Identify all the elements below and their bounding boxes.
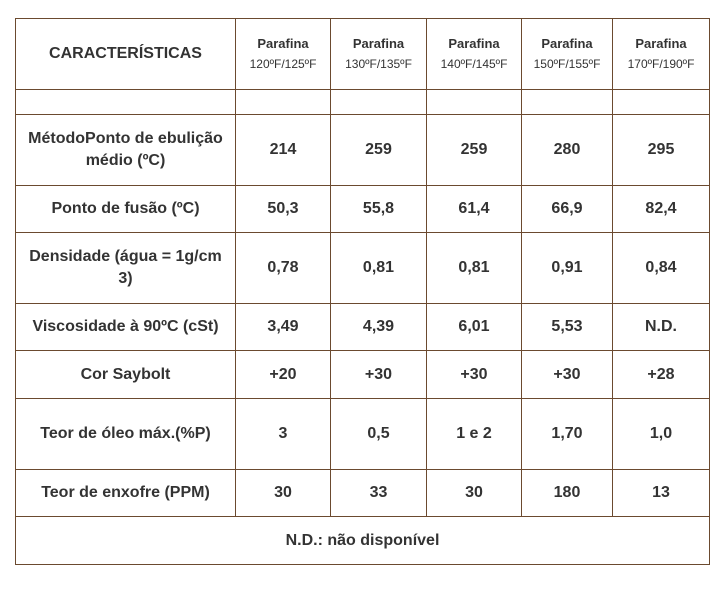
table-cell: 5,53: [522, 304, 613, 351]
table-cell: 214: [236, 115, 331, 186]
table-cell: 3: [236, 399, 331, 470]
table-cell: 6,01: [427, 304, 522, 351]
table-cell: 180: [522, 470, 613, 517]
column-header-name: Parafina: [448, 36, 500, 51]
table-cell: 66,9: [522, 186, 613, 233]
table-row: [16, 399, 710, 470]
column-header-paraffin-150: [522, 19, 613, 90]
blank-row: [16, 90, 710, 115]
table-cell: N.D.: [613, 304, 710, 351]
table-row: [16, 351, 710, 399]
column-header-paraffin-130: [331, 19, 427, 90]
empty-cell: [613, 90, 710, 115]
table-row: [16, 233, 710, 304]
table-row: [16, 470, 710, 517]
table-row: [16, 304, 710, 351]
table-cell: 30: [427, 470, 522, 517]
table-cell: 33: [331, 470, 427, 517]
row-label-saybolt-color: Cor Saybolt: [16, 351, 236, 399]
table-cell: 295: [613, 115, 710, 186]
empty-cell: [236, 90, 331, 115]
column-header-name: Parafina: [635, 36, 687, 51]
table-cell: +30: [427, 351, 522, 399]
table-cell: 0,81: [427, 233, 522, 304]
column-header-name: Parafina: [257, 36, 309, 51]
table-cell: +30: [522, 351, 613, 399]
column-header-paraffin-120: [236, 19, 331, 90]
column-header-range: 130ºF/135ºF: [345, 57, 412, 71]
table-cell: 0,84: [613, 233, 710, 304]
characteristics-header: CARACTERÍSTICAS: [16, 19, 236, 90]
table-row: [16, 115, 710, 186]
table-cell: +30: [331, 351, 427, 399]
specifications-table: [15, 18, 710, 565]
empty-cell: [331, 90, 427, 115]
table-cell: 1,70: [522, 399, 613, 470]
empty-cell: [427, 90, 522, 115]
table-cell: 13: [613, 470, 710, 517]
row-label-oil-content: Teor de óleo máx.(%P): [16, 399, 236, 470]
column-header-range: 120ºF/125ºF: [249, 57, 317, 71]
table-cell: 61,4: [427, 186, 522, 233]
table-cell: 1,0: [613, 399, 710, 470]
column-header-paraffin-140: [427, 19, 522, 90]
table-cell: +20: [236, 351, 331, 399]
footnote-row: [16, 517, 710, 565]
table-cell: 0,5: [331, 399, 427, 470]
table-header-row: [16, 19, 710, 90]
table-cell: 55,8: [331, 186, 427, 233]
table-cell: 1 e 2: [427, 399, 522, 470]
column-header-range: 140ºF/145ºF: [440, 57, 508, 71]
column-header-paraffin-170: [613, 19, 710, 90]
row-label-density: Densidade (água = 1g/cm 3): [16, 233, 236, 304]
column-header-range: 150ºF/155ºF: [533, 57, 601, 71]
row-label-melting-point: Ponto de fusão (ºC): [16, 186, 236, 233]
column-header-name: Parafina: [352, 36, 405, 51]
table-cell: 0,81: [331, 233, 427, 304]
table-cell: 4,39: [331, 304, 427, 351]
row-label-boiling-point: MétodoPonto de ebulição médio (ºC): [16, 115, 236, 186]
table-cell: 259: [427, 115, 522, 186]
row-label-sulfur-content: Teor de enxofre (PPM): [16, 470, 236, 517]
row-label-viscosity: Viscosidade à 90ºC (cSt): [16, 304, 236, 351]
table-cell: 3,49: [236, 304, 331, 351]
table-cell: 259: [331, 115, 427, 186]
footnote-not-available: N.D.: não disponível: [16, 517, 710, 565]
column-header-name: Parafina: [541, 36, 593, 51]
table-cell: +28: [613, 351, 710, 399]
table-cell: 30: [236, 470, 331, 517]
table-cell: 280: [522, 115, 613, 186]
table-cell: 0,91: [522, 233, 613, 304]
table-cell: 0,78: [236, 233, 331, 304]
empty-cell: [522, 90, 613, 115]
table-cell: 50,3: [236, 186, 331, 233]
empty-cell: [16, 90, 236, 115]
column-header-range: 170ºF/190ºF: [627, 57, 695, 71]
table-row: [16, 186, 710, 233]
table-cell: 82,4: [613, 186, 710, 233]
